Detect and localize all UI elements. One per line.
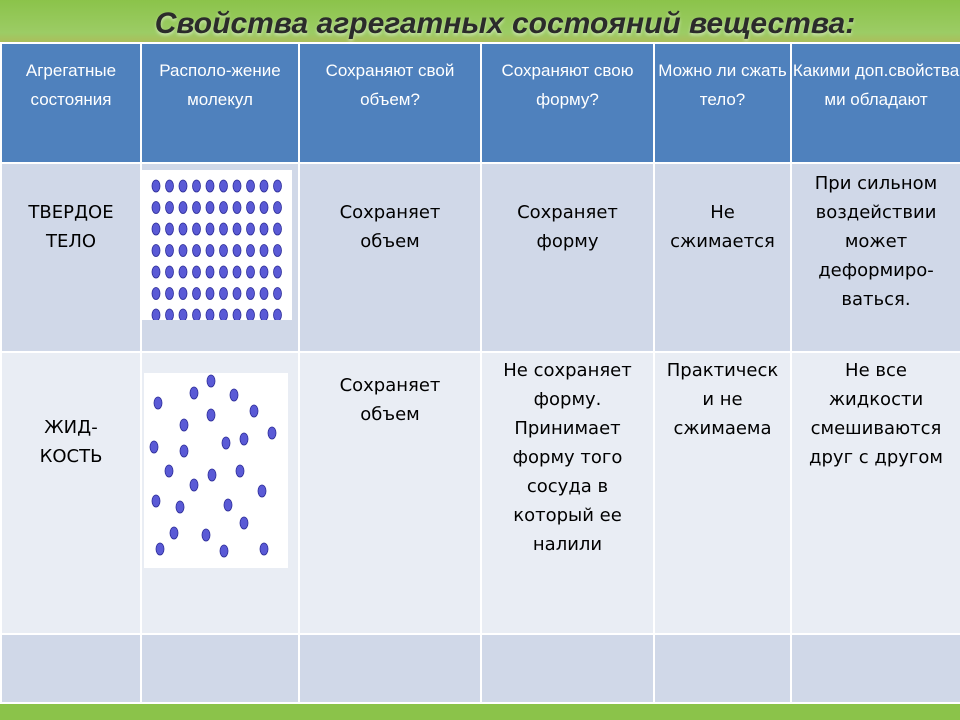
molecule-dot	[207, 375, 215, 387]
header-states: Агрегатные состояния	[1, 43, 141, 163]
table-row-solid	[1, 163, 960, 352]
molecule-dot	[152, 288, 160, 300]
molecule-dot	[152, 266, 160, 278]
molecule-dot	[220, 245, 228, 257]
molecule-dot	[233, 288, 241, 300]
molecule-dot	[206, 245, 214, 257]
molecule-dot	[179, 202, 187, 214]
molecule-dot	[247, 202, 255, 214]
extra-solid: При сильном воздействии может деформиро-ваться.	[791, 163, 960, 352]
molecule-dot	[193, 309, 201, 320]
header-arrangement: Располо-жение молекул	[141, 43, 299, 163]
molecule-dot	[247, 180, 255, 192]
molecule-dot	[166, 245, 174, 257]
molecule-dot	[260, 202, 268, 214]
molecule-dot	[220, 180, 228, 192]
molecule-dot	[152, 245, 160, 257]
molecule-dot	[260, 288, 268, 300]
molecule-dot	[202, 529, 210, 541]
molecule-dot	[247, 245, 255, 257]
molecule-dot	[274, 245, 282, 257]
molecule-dot	[166, 288, 174, 300]
molecule-dot	[165, 465, 173, 477]
molecules-liquid	[141, 352, 299, 634]
molecule-dot	[193, 288, 201, 300]
molecule-dot	[206, 288, 214, 300]
shape-solid: Сохраняет форму	[481, 163, 654, 352]
header-compress: Можно ли сжать тело?	[654, 43, 791, 163]
molecules-solid	[141, 163, 299, 352]
molecule-dot	[193, 266, 201, 278]
molecule-dot	[179, 245, 187, 257]
molecule-dot	[156, 543, 164, 555]
molecule-dot	[260, 245, 268, 257]
molecule-dot	[220, 288, 228, 300]
molecule-dot	[220, 545, 228, 557]
molecule-dot	[193, 202, 201, 214]
molecule-dot	[190, 387, 198, 399]
molecule-dot	[240, 517, 248, 529]
molecule-dot	[152, 495, 160, 507]
molecule-dot	[260, 309, 268, 320]
shape-empty	[481, 634, 654, 703]
molecule-dot	[247, 309, 255, 320]
volume-empty	[299, 634, 481, 703]
molecule-dot	[233, 202, 241, 214]
compress-empty	[654, 634, 791, 703]
molecule-dot	[179, 223, 187, 235]
slide-title: Свойства агрегатных состояний вещества:	[154, 7, 856, 40]
molecule-dot	[166, 180, 174, 192]
header-volume: Сохраняют свой объем?	[299, 43, 481, 163]
molecule-dot	[166, 202, 174, 214]
molecule-dot	[274, 180, 282, 192]
molecule-dot	[233, 266, 241, 278]
molecule-dot	[176, 501, 184, 513]
molecule-dot	[250, 405, 258, 417]
molecule-dot	[220, 223, 228, 235]
volume-liquid: Сохраняет объем	[299, 352, 481, 634]
molecule-dot	[179, 266, 187, 278]
molecule-dot	[274, 223, 282, 235]
molecule-dot	[179, 180, 187, 192]
molecule-dot	[180, 419, 188, 431]
molecule-dot	[247, 223, 255, 235]
molecule-dot	[179, 288, 187, 300]
molecule-dot	[206, 309, 214, 320]
molecule-dot	[193, 180, 201, 192]
molecule-dot	[233, 223, 241, 235]
molecule-dot	[152, 180, 160, 192]
molecule-dot	[260, 223, 268, 235]
molecule-dot	[207, 409, 215, 421]
molecule-dot	[274, 202, 282, 214]
molecule-dot	[274, 288, 282, 300]
molecule-dot	[247, 266, 255, 278]
molecule-dot	[260, 266, 268, 278]
molecule-dot	[170, 527, 178, 539]
molecule-dot	[233, 309, 241, 320]
molecule-dot	[193, 223, 201, 235]
molecule-dot	[222, 437, 230, 449]
molecule-dot	[166, 266, 174, 278]
volume-solid: Сохраняет объем	[299, 163, 481, 352]
molecule-dot	[247, 288, 255, 300]
molecule-dot	[154, 397, 162, 409]
molecule-dot	[224, 499, 232, 511]
molecule-dot	[193, 245, 201, 257]
molecule-dot	[166, 223, 174, 235]
molecule-dot	[206, 180, 214, 192]
molecule-dot	[274, 309, 282, 320]
molecule-dot	[240, 433, 248, 445]
molecule-dot	[150, 441, 158, 453]
molecule-dot	[152, 223, 160, 235]
properties-table	[0, 42, 960, 704]
molecules-empty	[141, 634, 299, 703]
molecule-dot	[152, 309, 160, 320]
molecule-dot	[206, 266, 214, 278]
molecule-dot	[166, 309, 174, 320]
molecule-dot	[274, 266, 282, 278]
table-row-empty	[1, 634, 960, 703]
molecule-dot	[258, 485, 266, 497]
compress-liquid: Практическ и не сжимаема	[654, 352, 791, 634]
extra-liquid: Не все жидкости смешиваются друг с другом	[791, 352, 960, 634]
header-row	[1, 43, 960, 163]
header-shape: Сохраняют свою форму?	[481, 43, 654, 163]
molecule-dot	[220, 202, 228, 214]
molecule-dot	[220, 309, 228, 320]
molecule-dot	[179, 309, 187, 320]
compress-solid: Не сжимается	[654, 163, 791, 352]
solid-molecule-grid-icon	[142, 170, 292, 320]
molecule-dot	[236, 465, 244, 477]
molecule-dot	[268, 427, 276, 439]
state-solid: ТВЕРДОЕ ТЕЛО	[1, 163, 141, 352]
state-empty	[1, 634, 141, 703]
molecule-dot	[208, 469, 216, 481]
header-extra: Какими доп.свойства ми обладают	[791, 43, 960, 163]
molecule-dot	[220, 266, 228, 278]
molecule-dot	[190, 479, 198, 491]
molecule-dot	[233, 245, 241, 257]
molecule-dot	[206, 223, 214, 235]
molecule-dot	[152, 202, 160, 214]
molecule-dot	[180, 445, 188, 457]
molecule-dot	[206, 202, 214, 214]
molecule-dot	[260, 543, 268, 555]
liquid-molecule-scatter-icon	[144, 373, 288, 568]
molecule-dot	[230, 389, 238, 401]
shape-liquid: Не сохраняет форму. Принимает форму того сосуда в который ее налили	[481, 352, 654, 634]
state-liquid: ЖИД-КОСТЬ	[1, 352, 141, 634]
table-row-liquid	[1, 352, 960, 634]
molecule-dot	[233, 180, 241, 192]
extra-empty	[791, 634, 960, 703]
molecule-dot	[260, 180, 268, 192]
